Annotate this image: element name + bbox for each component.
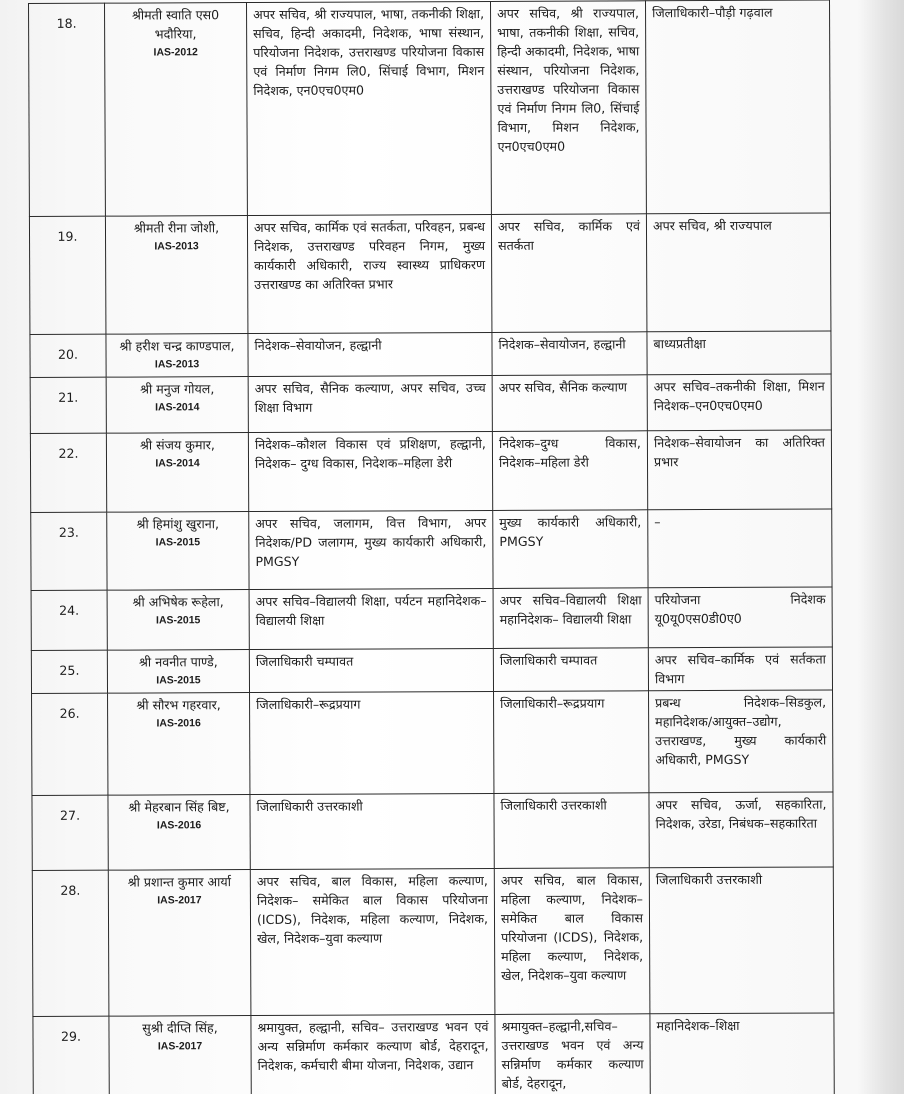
officer-name: श्री मनुज गोयल, [140,381,215,397]
new-post: जिलाधिकारी–पौड़ी गढ़वाल [645,0,830,214]
table-row [32,867,834,1016]
new-post: निदेशक–सेवायोजन का अतिरिक्त प्रभार [647,430,831,510]
officer-cell [105,216,248,335]
retained-post: निदेशक–दुग्ध विकास, निदेशक–महिला डेरी [492,431,647,511]
retained-post: अपर सचिव, श्री राज्यपाल, भाषा, तकनीकी शिक्षा, सचिव, हिन्दी अकादमी, निदेशक, भाषा संस्थान, परियोजना निदेशक, उत्तराखण्ड परियोजना विकास एवं निर्माण निगम लि0, सिंचाई विभाग, मिशन निदेशक, एन0एच0एम0 [490,1,646,215]
new-post: परियोजना निदेशक यू0यू0एस0डी0ए0 [648,587,832,648]
new-post: अपर सचिव–कार्मिक एवं सर्तकता विभाग [648,647,832,691]
officer-batch: IAS-2017 [157,1040,203,1053]
serial-number: 23. [31,512,107,590]
current-post: अपर सचिव, कार्मिक एवं सतर्कता, परिवहन, प्रबन्ध निदेशक, उत्तराखण्ड परिवहन निगम, मुख्य कार्यकारी अधिकारी, राज्य स्वास्थ्य प्राधिकरण उत्तराखण्ड का अतिरिक्त प्रभार [247,214,492,333]
officer-name: श्री नवनीत पाण्डे, [138,654,218,670]
officer-cell [108,693,250,796]
officer-name: श्री संजय कुमार, [139,437,215,453]
officer-cell [105,3,248,217]
retained-post: निदेशक–सेवायोजन, हल्द्वानी [492,332,647,376]
current-post: जिलाधिकारी उत्तरकाशी [250,793,494,869]
serial-number: 27. [32,795,108,870]
officer-batch: IAS-2014 [155,457,200,470]
table-row [30,331,831,377]
officer-batch: IAS-2016 [156,717,201,730]
current-post: जिलाधिकारी चम्पावत [249,648,493,692]
officer-cell [107,512,249,591]
officer-name: श्रीमती स्वाति एस0 भदौरिया, [131,7,220,42]
retained-post: जिलाधिकारी उत्तरकाशी [494,793,649,869]
current-post: श्रमायुक्त, हल्द्वानी, सचिव– उत्तराखण्ड भवन एवं अन्य सन्निर्माण कर्मकार कल्याण बोर्ड, देहरादून, निदेशक, कर्मचारी बीमा योजना, निदेशक, उद्यान [251,1014,495,1094]
officer-cell [107,590,249,651]
retained-post: जिलाधिकारी–रूद्रप्रयाग [494,691,649,794]
table-row [30,374,831,433]
table-row [31,509,832,590]
serial-number: 28. [32,870,109,1016]
serial-number: 18. [29,3,106,216]
retained-post: अपर सचिव, बाल विकास, महिला कल्याण, निदेशक–समेकित बाल विकास परियोजना (ICDS), निदेशक, महिला कल्याण, निदेशक, खेल, निदेशक–युवा कल्याण [494,868,650,1015]
officer-name: श्री सौरभ गहरवार, [136,697,221,713]
table-row [29,0,831,216]
table-row [32,792,833,870]
officer-name: श्री मेहरबान सिंह बिष्ट, [128,799,230,815]
new-post: जिलाधिकारी उत्तरकाशी [649,867,834,1014]
serial-number: 21. [30,377,106,433]
current-post: अपर सचिव, सैनिक कल्याण, अपर सचिव, उच्च शिक्षा विभाग [248,375,492,432]
officer-batch: IAS-2013 [154,358,200,371]
officer-cell [107,650,249,694]
officer-batch: IAS-2013 [154,240,199,253]
officer-batch: IAS-2014 [155,401,200,414]
serial-number: 25. [31,650,107,693]
officer-batch: IAS-2012 [153,46,198,59]
officer-cell [106,377,248,434]
new-post: अपर सचिव, श्री राज्यपाल [646,213,831,332]
table-row [29,213,831,334]
retained-post: अपर सचिव, कार्मिक एवं सतर्कता [491,214,647,333]
new-post: महानिदेशक–शिक्षा [650,1013,834,1094]
officer-batch: IAS-2015 [155,614,201,627]
serial-number: 24. [31,590,107,650]
retained-post: जिलाधिकारी चम्पावत [493,648,648,692]
officer-batch: IAS-2016 [156,819,202,832]
transfer-orders-table [28,0,835,1094]
serial-number: 29. [33,1016,109,1094]
table-row [32,690,833,795]
officer-batch: IAS-2015 [156,674,201,687]
officer-cell [108,870,251,1017]
officer-cell [108,795,250,871]
officer-name: श्री अभिषेक रूहेला, [132,594,224,610]
table-row [31,587,832,650]
new-post: प्रबन्ध निदेशक–सिडकुल, महानिदेशक/आयुक्त–उद्योग, उत्तराखण्ड, मुख्य कार्यकारी अधिकारी, PMGSY [649,690,833,793]
retained-post: श्रमायुक्त–हल्द्वानी,सचिव– उत्तराखण्ड भवन एवं अन्य सन्निर्माण कर्मकार कल्याण बोर्ड, देहरादून, [495,1014,650,1094]
current-post: अपर सचिव, श्री राज्यपाल, भाषा, तकनीकी शिक्षा, सचिव, हिन्दी अकादमी, निदेशक, भाषा संस्थान, परियोजना निदेशक, उत्तराखण्ड परियोजना विकास एवं निर्माण निगम लि0, सिंचाई विभाग, मिशन निदेशक, एन0एच0एम0 [247,1,492,215]
table-row [30,430,831,512]
serial-number: 20. [30,334,106,377]
current-post: अपर सचिव, जलागम, वित्त विभाग, अपर निदेशक/PD जलागम, मुख्य कार्यकारी अधिकारी, PMGSY [249,510,493,589]
officer-batch: IAS-2017 [157,894,202,907]
current-post: निदेशक–कौशल विकास एवं प्रशिक्षण, हल्द्वानी, निदेशक– दुग्ध विकास, निदेशक–महिला डेरी [248,431,492,511]
new-post: अपर सचिव, ऊर्जा, सहकारिता, निदेशक, उरेडा, निबंधक–सहकारिता [649,792,833,868]
new-post: – [648,509,832,588]
officer-cell [106,334,248,378]
serial-number: 22. [30,433,106,512]
current-post: निदेशक–सेवायोजन, हल्द्वानी [248,332,492,376]
officer-name: सुश्री दीप्ति सिंह, [142,1020,218,1036]
officer-name: श्री हरीश चन्द्र काण्डपाल, [119,338,235,354]
retained-post: अपर सचिव–विद्यालयी शिक्षा महानिदेशक– विद्यालयी शिक्षा [493,588,648,649]
serial-number: 26. [32,693,108,795]
officer-name: श्री हिमांशु खुराना, [136,516,220,532]
current-post: अपर सचिव–विद्यालयी शिक्षा, पर्यटन महानिदेशक– विद्यालयी शिक्षा [249,588,493,649]
serial-number: 19. [29,216,106,334]
current-post: अपर सचिव, बाल विकास, महिला कल्याण, निदेशक– समेकित बाल विकास परियोजना (ICDS), निदेशक, महिला कल्याण, निदेशक, खेल, निदेशक–युवा कल्याण [250,868,495,1015]
officer-cell [109,1016,251,1094]
retained-post: अपर सचिव, सैनिक कल्याण [492,375,647,432]
new-post: बाध्यप्रतीक्षा [647,331,831,375]
current-post: जिलाधिकारी–रूद्रप्रयाग [250,691,494,794]
new-post: अपर सचिव–तकनीकी शिक्षा, मिशन निदेशक–एन0एच0एम0 [647,374,831,431]
page-edge-shadow [858,0,904,1094]
officer-cell [106,433,248,513]
table-row [31,647,832,693]
officer-name: श्रीमती रीना जोशी, [133,220,220,236]
table-row [33,1013,834,1094]
retained-post: मुख्य कार्यकारी अधिकारी, PMGSY [493,510,648,589]
officer-name: श्री प्रशान्त कुमार आर्या [127,874,232,890]
officer-batch: IAS-2015 [155,536,201,549]
